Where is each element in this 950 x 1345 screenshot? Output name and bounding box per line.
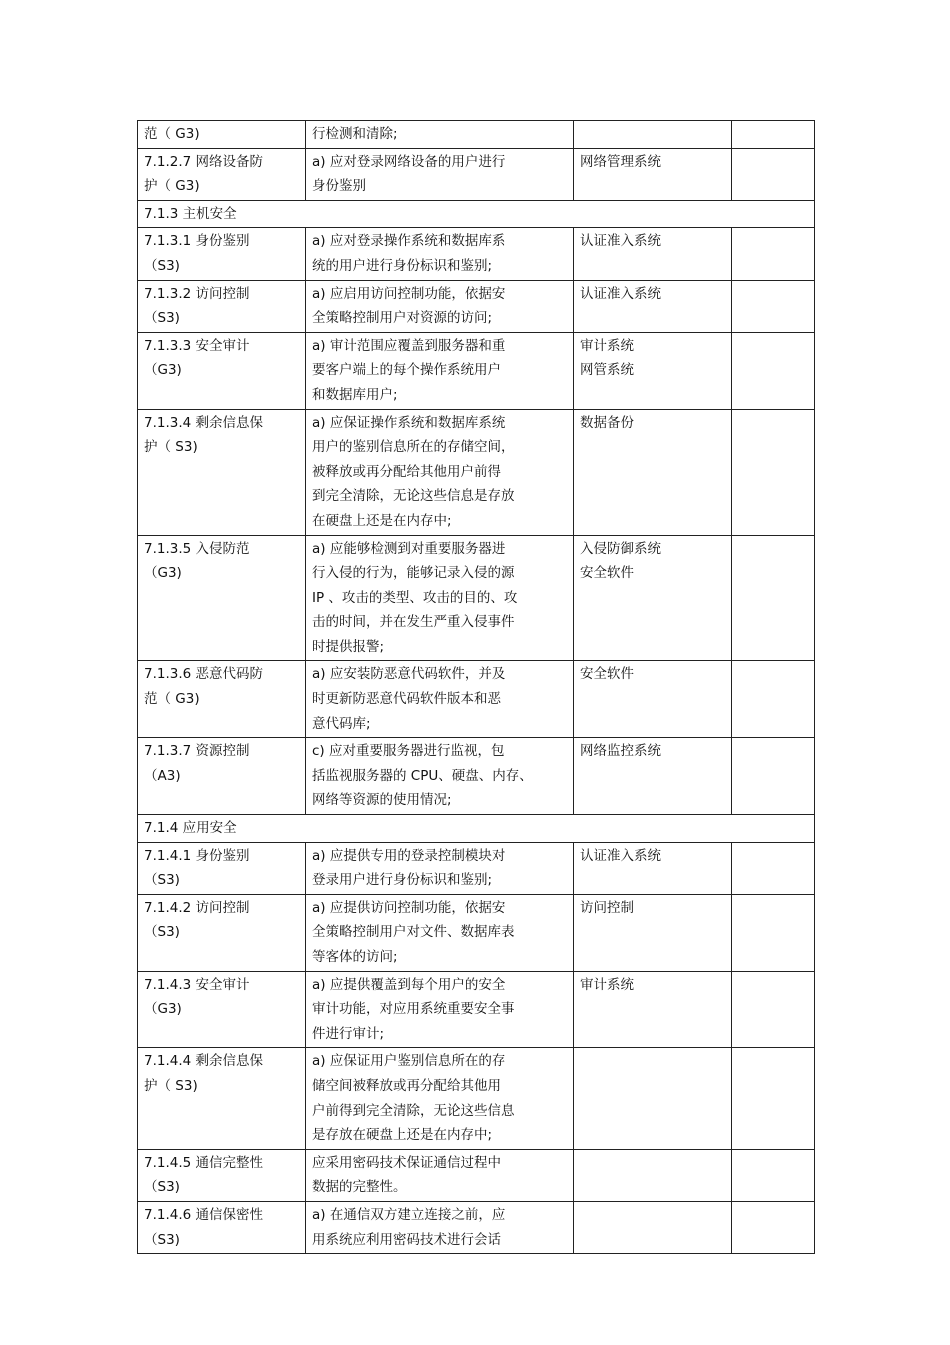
description-cell-line: 全策略控制用户对资源的访问; [312,310,493,327]
notes-cell [732,535,815,661]
system-cell [574,1048,732,1149]
requirement-cell [138,842,306,894]
section-header-row [138,815,815,843]
system-cell-line: 审计系统 [580,976,634,993]
system-cell-line: 访问控制 [580,899,634,916]
description-cell-line: 被释放或再分配给其他用户前得 [312,463,501,480]
system-cell [574,535,732,661]
description-cell-line: 身份鉴别 [312,178,366,195]
requirement-cell-line: 7.1.4.2 访问控制 [144,899,250,916]
notes-cell [732,332,815,409]
requirement-cell-line: 7.1.3.7 资源控制 [144,743,250,760]
requirement-cell [138,121,306,149]
requirement-cell-line: （A3) [144,767,181,784]
description-cell [306,148,574,200]
table-row [138,148,815,200]
table-row [138,409,815,535]
description-cell [306,971,574,1048]
requirement-cell [138,971,306,1048]
table-row [138,894,815,971]
description-cell-line: a) 应保证用户鉴别信息所在的存 [312,1053,506,1070]
notes-cell [732,228,815,280]
notes-cell [732,738,815,815]
description-cell-line: 到完全清除，无论这些信息是存放 [312,488,515,505]
description-cell-line: a) 应安装防恶意代码软件，并及 [312,666,506,683]
description-cell-line: a) 应对登录操作系统和数据库系 [312,233,506,250]
notes-cell [732,661,815,738]
description-cell [306,535,574,661]
requirement-cell-line: 7.1.4.4 剩余信息保 [144,1053,264,1070]
description-cell-line: 等客体的访问; [312,949,398,965]
description-cell-line: a) 应提供访问控制功能，依据安 [312,899,506,916]
system-cell-line: 审计系统 [580,337,634,354]
description-cell-line: a) 在通信双方建立连接之前，应 [312,1206,506,1223]
system-cell-line: 数据备份 [580,414,634,431]
system-cell [574,1201,732,1253]
requirement-cell [138,738,306,815]
requirement-cell-line: 7.1.4.6 通信保密性 [144,1206,264,1223]
requirement-cell-line: 护（ S3) [144,1077,198,1094]
description-cell-line: 统的用户进行身份标识和鉴别; [312,257,493,274]
requirement-cell-line: （S3) [144,310,180,327]
description-cell-line: 行入侵的行为，能够记录入侵的源 [312,565,515,582]
description-cell-line: 括监视服务器的 CPU、硬盘、内存、 [312,767,533,784]
requirement-cell-line: 7.1.3.2 访问控制 [144,285,250,302]
description-cell-line: 用系统应利用密码技术进行会话 [312,1231,501,1248]
requirement-cell-line: 7.1.3.3 安全审计 [144,337,250,354]
table-row [138,121,815,149]
security-requirements-table [137,120,815,1254]
description-cell [306,409,574,535]
description-cell-line: a) 应启用访问控制功能，依据安 [312,285,506,302]
description-cell-line: a) 应对登录网络设备的用户进行 [312,153,506,170]
description-cell [306,738,574,815]
requirement-cell-line: （G3) [144,1001,182,1018]
description-cell-line: 时提供报警; [312,638,385,655]
description-cell-line: a) 应提供覆盖到每个用户的安全 [312,976,506,993]
requirement-cell [138,409,306,535]
requirement-cell-line: 7.1.3.5 入侵防范 [144,540,250,557]
requirement-cell [138,332,306,409]
system-cell [574,894,732,971]
system-cell [574,121,732,149]
description-cell-line: 击的时间，并在发生严重入侵事件 [312,614,515,631]
table-row [138,1149,815,1201]
requirement-cell [138,894,306,971]
system-cell-line: 网络监控系统 [580,743,661,760]
system-cell-line: 认证准入系统 [580,233,661,250]
system-cell-line: 入侵防御系统 [580,540,661,557]
description-cell-line: 行检测和清除; [312,126,398,142]
requirement-cell [138,1048,306,1149]
description-cell-line: 意代码库; [312,715,371,732]
description-cell [306,332,574,409]
notes-cell [732,1048,815,1149]
table-row [138,332,815,409]
description-cell [306,1201,574,1253]
requirement-cell [138,228,306,280]
description-cell-line: 和数据库用户; [312,386,398,403]
requirement-cell [138,1149,306,1201]
notes-cell [732,409,815,535]
table-row [138,842,815,894]
requirement-cell-line: （G3) [144,362,182,379]
section-header-row [138,200,815,228]
description-cell-line: a) 应保证操作系统和数据库系统 [312,414,506,431]
requirement-cell-line: 7.1.3.4 剩余信息保 [144,414,264,431]
system-cell [574,409,732,535]
section-title: 7.1.3 主机安全 [138,200,815,228]
table-row [138,971,815,1048]
description-cell [306,661,574,738]
requirement-cell-line: 7.1.4.1 身份鉴别 [144,847,250,864]
description-cell [306,228,574,280]
description-cell-line: 户前得到完全清除，无论这些信息 [312,1102,515,1119]
description-cell-line: 用户的鉴别信息所在的存储空间， [312,439,515,456]
description-cell-line: a) 应能够检测到对重要服务器进 [312,540,506,557]
description-cell-line: 在硬盘上还是在内存中; [312,512,452,529]
requirement-cell-line: （S3) [144,872,180,889]
system-cell-line: 网络管理系统 [580,153,661,170]
requirement-cell [138,148,306,200]
requirement-cell [138,535,306,661]
description-cell-line: 全策略控制用户对文件、数据库表 [312,924,515,941]
description-cell-line: IP 、攻击的类型、攻击的目的、攻 [312,589,518,606]
requirement-cell-line: 护（ S3) [144,439,198,456]
section-title: 7.1.4 应用安全 [138,815,815,843]
description-cell-line: 要客户端上的每个操作系统用户 [312,362,501,379]
requirement-cell-line: （S3) [144,257,180,274]
description-cell [306,842,574,894]
requirement-cell-line: （S3) [144,924,180,941]
description-cell-line: 件进行审计; [312,1025,385,1042]
description-cell-line: 审计功能，对应用系统重要安全事 [312,1001,515,1018]
table-row [138,738,815,815]
system-cell [574,332,732,409]
description-cell [306,1149,574,1201]
notes-cell [732,894,815,971]
system-cell [574,738,732,815]
requirement-cell-line: 7.1.3.1 身份鉴别 [144,233,250,250]
requirement-cell-line: 7.1.3.6 恶意代码防 [144,666,264,683]
description-cell-line: 网络等资源的使用情况; [312,792,452,809]
system-cell [574,228,732,280]
requirement-cell-line: （S3) [144,1179,180,1196]
requirement-cell [138,661,306,738]
requirement-cell [138,280,306,332]
description-cell-line: 应采用密码技术保证通信过程中 [312,1154,501,1171]
system-cell [574,971,732,1048]
system-cell-line: 网管系统 [580,362,634,379]
table-row [138,535,815,661]
requirement-cell [138,1201,306,1253]
requirement-cell-line: 7.1.4.5 通信完整性 [144,1154,264,1171]
system-cell-line: 认证准入系统 [580,847,661,864]
notes-cell [732,842,815,894]
system-cell-line: 安全软件 [580,565,634,582]
system-cell-line: 安全软件 [580,666,634,683]
description-cell-line: a) 审计范围应覆盖到服务器和重 [312,337,506,354]
description-cell [306,121,574,149]
requirement-cell-line: 范（ G3) [144,126,200,142]
requirement-cell-line: 护（ G3) [144,178,200,195]
requirement-cell-line: 范（ G3) [144,691,200,708]
description-cell-line: 数据的完整性。 [312,1179,407,1196]
system-cell [574,842,732,894]
table-row [138,661,815,738]
description-cell-line: 储空间被释放或再分配给其他用 [312,1077,501,1094]
table-row [138,228,815,280]
requirement-cell-line: 7.1.4.3 安全审计 [144,976,250,993]
system-cell-line: 认证准入系统 [580,285,661,302]
description-cell-line: a) 应提供专用的登录控制模块对 [312,847,506,864]
description-cell [306,894,574,971]
description-cell [306,1048,574,1149]
system-cell [574,1149,732,1201]
notes-cell [732,280,815,332]
description-cell-line: 是存放在硬盘上还是在内存中; [312,1127,493,1144]
table-row [138,1048,815,1149]
notes-cell [732,971,815,1048]
description-cell [306,280,574,332]
system-cell [574,280,732,332]
requirement-cell-line: 7.1.2.7 网络设备防 [144,153,264,170]
system-cell [574,661,732,738]
table-row [138,1201,815,1253]
description-cell-line: 登录用户进行身份标识和鉴别; [312,872,493,889]
requirement-cell-line: （S3) [144,1231,180,1248]
notes-cell [732,121,815,149]
requirement-cell-line: （G3) [144,565,182,582]
notes-cell [732,1149,815,1201]
table-body [138,121,815,1254]
notes-cell [732,148,815,200]
description-cell-line: c) 应对重要服务器进行监视，包 [312,743,505,760]
notes-cell [732,1201,815,1253]
table-row [138,280,815,332]
system-cell [574,148,732,200]
description-cell-line: 时更新防恶意代码软件版本和恶 [312,691,501,708]
